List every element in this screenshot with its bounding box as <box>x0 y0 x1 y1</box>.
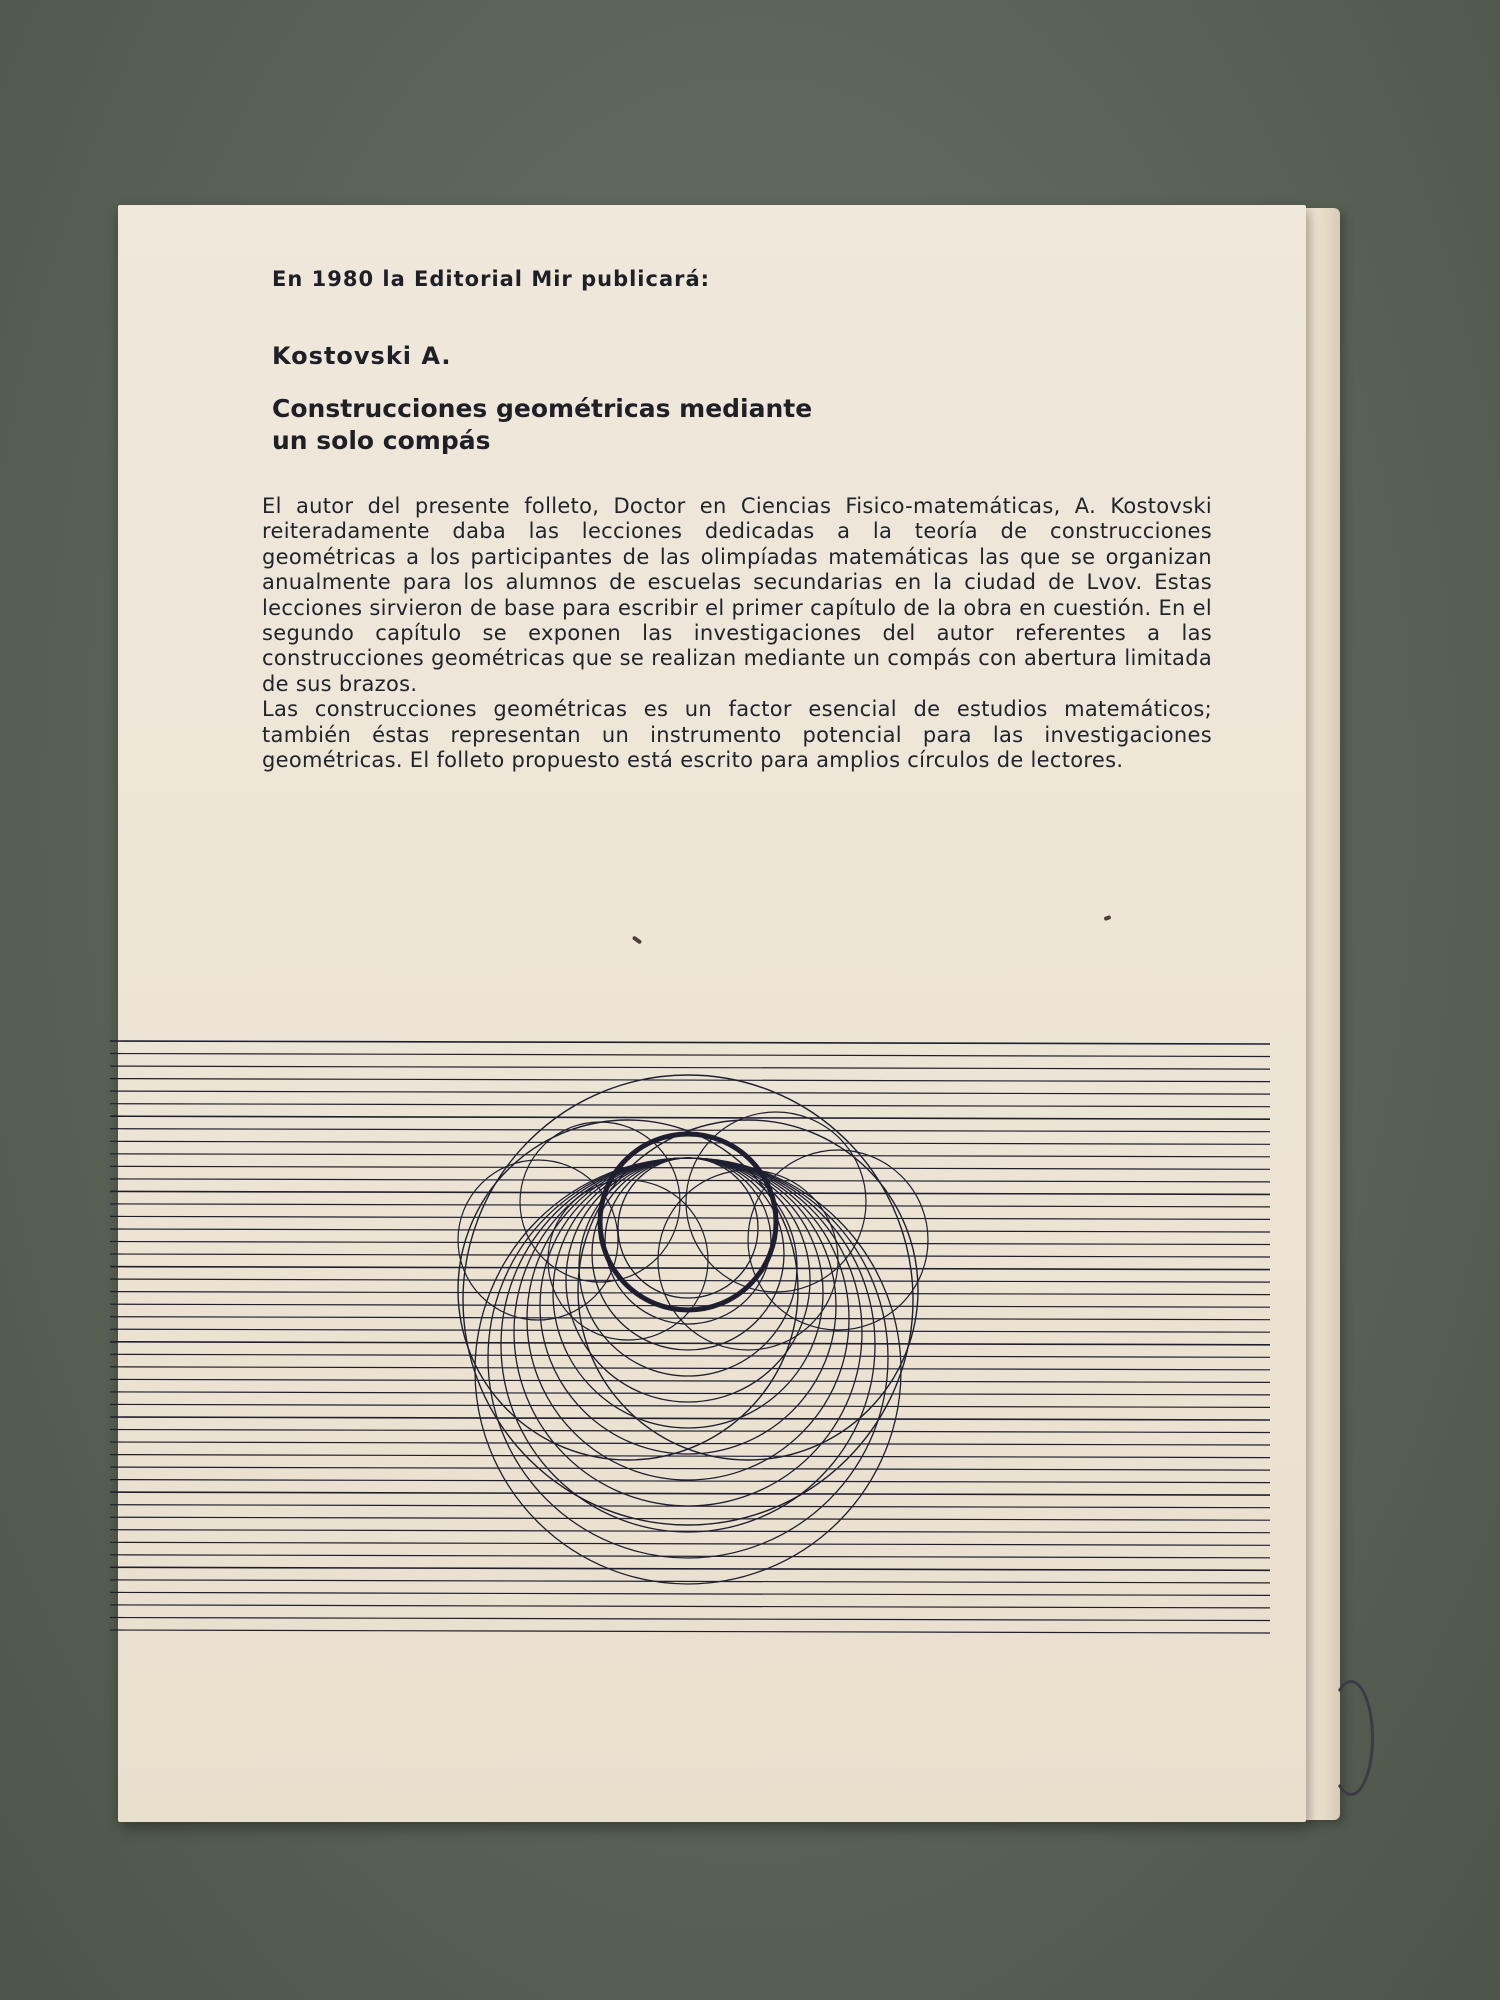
rule-line <box>110 1254 1270 1257</box>
circle-rosette <box>458 1075 928 1584</box>
rule-line <box>110 1342 1270 1345</box>
rule-line <box>110 1329 1270 1332</box>
rule-line <box>110 1091 1270 1094</box>
rule-line <box>110 1379 1270 1382</box>
book-author: Kostovski A. <box>272 342 452 370</box>
rule-line <box>110 1292 1270 1295</box>
rule-line <box>110 1392 1270 1395</box>
rule-line <box>110 1079 1270 1082</box>
book-title-line-1: Construcciones geométricas mediante <box>272 394 813 423</box>
rule-line <box>110 1054 1270 1057</box>
library-stamp-mark <box>1328 1680 1374 1796</box>
rule-line <box>110 1605 1270 1608</box>
rule-line <box>110 1216 1270 1219</box>
rule-line <box>110 1154 1270 1157</box>
book-description <box>262 494 1212 773</box>
description-paragraph-1: El autor del presente folleto, Doctor en Ciencias Fisico-matemáticas, A. Kostovski reiteradamente daba las lecciones dedicadas a la teoría de construcciones geométricas a los participantes de las olimpíadas matemáticas las que se organizan anualmente para los alumnos de escuelas secundarias en la ciudad de Lvov. Estas lecciones sirvieron de base para escribir el primer capítulo de la obra en cuestión. En el segundo capítulo se exponen las investigaciones del autor referentes a las construcciones geométricas que se realizan mediante un compás con abertura limitada de sus brazos. <box>262 494 1212 696</box>
rule-line <box>110 1517 1270 1520</box>
book-spine-edge <box>1300 208 1340 1820</box>
rule-line <box>110 1179 1270 1182</box>
rule-line <box>110 1317 1270 1320</box>
rule-line <box>110 1166 1270 1169</box>
book-title-line-2: un solo compás <box>272 426 491 455</box>
publisher-announcement: En 1980 la Editorial Mir publicará: <box>272 267 711 291</box>
rule-line <box>110 1404 1270 1407</box>
rule-line <box>110 1041 1270 1044</box>
description-paragraph-2: Las construcciones geométricas es un factor esencial de estudios matemáticos; también éstas representan un instrumento potencial para las investigaciones geométricas. El folleto propuesto está escrito para amplios círculos de lectores. <box>262 697 1212 773</box>
rosette-circle <box>618 1158 758 1298</box>
rule-line <box>110 1267 1270 1270</box>
rule-line <box>110 1455 1270 1458</box>
rule-line <box>110 1442 1270 1445</box>
rule-line <box>110 1630 1270 1633</box>
rule-line <box>110 1580 1270 1583</box>
rule-line <box>110 1242 1270 1245</box>
rosette-circle <box>501 1158 875 1532</box>
rosette-circle <box>592 1158 784 1350</box>
rule-line <box>110 1417 1270 1420</box>
rule-line <box>110 1567 1270 1570</box>
rule-line <box>110 1492 1270 1495</box>
rule-line <box>110 1367 1270 1370</box>
rule-line <box>110 1204 1270 1207</box>
rule-line <box>110 1430 1270 1433</box>
rule-line <box>110 1304 1270 1307</box>
rule-line <box>110 1542 1270 1545</box>
rule-line <box>110 1618 1270 1621</box>
rule-line <box>110 1354 1270 1357</box>
rule-line <box>110 1116 1270 1119</box>
rule-line <box>110 1467 1270 1470</box>
rule-line <box>110 1066 1270 1069</box>
rule-line <box>110 1279 1270 1282</box>
book-title <box>272 393 972 457</box>
rule-line <box>110 1141 1270 1144</box>
rule-line <box>110 1592 1270 1595</box>
compass-construction-artwork <box>110 1040 1270 1640</box>
rule-line <box>110 1104 1270 1107</box>
